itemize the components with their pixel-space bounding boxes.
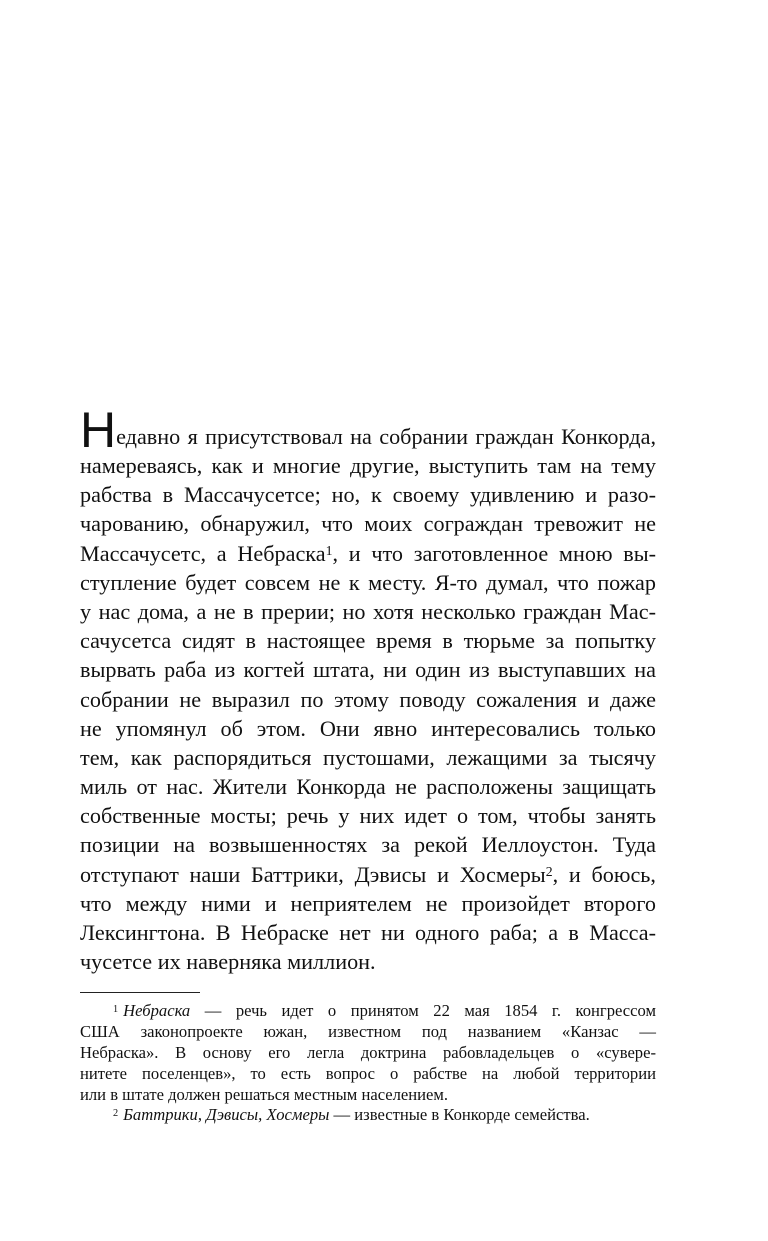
- footnote-ref-1[interactable]: 1: [325, 542, 333, 558]
- text-segment: — известные в Конкорде семейства.: [329, 1105, 590, 1125]
- text-line: Лексингтона. В Небраске нет ни одного раба; а в Масса-: [80, 920, 656, 945]
- drop-cap: Н: [80, 402, 116, 458]
- text-line: собрании не выразил по этому поводу сожаления и даже: [80, 686, 656, 712]
- text-line: миль от нас. Жители Конкорда не расположены защищать: [80, 774, 656, 800]
- footnote-1-line: Небраска». В основу его легла доктрина рабовладельцев о «сувере-: [80, 1042, 656, 1062]
- text-line: [80, 539, 656, 568]
- text-segment: отступают наши Баттрики, Дэвисы и Хосмеры: [80, 861, 546, 887]
- text-line: ступление будет совсем не к месту. Я-то думал, что пожар: [80, 569, 656, 595]
- footnote-ref-2[interactable]: 2: [545, 863, 553, 879]
- footnote-1-line: нитете поселенцев», то есть вопрос о рабстве на любой территории: [80, 1063, 656, 1083]
- text-line: собственные мосты; речь у них идет о том, чтобы занять: [80, 803, 656, 829]
- page-content: [80, 402, 656, 1126]
- text-segment: едавно я присутствовал на собрании граждан Конкорда,: [116, 424, 656, 449]
- text-line: [80, 860, 656, 889]
- text-segment: Массачусетс, а Небраска: [80, 540, 326, 566]
- text-line: рабства в Массачусетсе; но, к своему удивлению и разо-: [80, 482, 656, 508]
- text-line: намереваясь, как и многие другие, выступить там на тему: [80, 453, 656, 478]
- text-segment: , и боюсь,: [552, 861, 656, 887]
- main-paragraph: [80, 402, 656, 976]
- text-line: сачусетса сидят в настоящее время в тюрьме за попытку: [80, 628, 656, 654]
- text-segment: , и что заготовленное мною вы-: [332, 540, 656, 566]
- text-line: чарованию, обнаружил, что моих сограждан тревожит не: [80, 511, 656, 537]
- footnote-1-line: США законопроекте южан, известном под названием «Канзас —: [80, 1022, 656, 1042]
- text-line: чусетсе их наверняка миллион.: [80, 949, 376, 975]
- text-line: не упомянул об этом. Они явно интересовались только: [80, 715, 656, 741]
- text-line: что между ними и неприятелем не произойдет второго: [80, 890, 656, 916]
- footnote-term: Баттрики, Дэвисы, Хосмеры: [123, 1105, 330, 1125]
- footnote-number: 2: [113, 1107, 119, 1119]
- footnote-2-line: [80, 1105, 656, 1126]
- footnotes: [80, 1001, 656, 1126]
- text-line: позиции на возвышенностях за рекой Иеллоустон. Туда: [80, 832, 656, 858]
- footnote-term: Небраска: [123, 1001, 191, 1021]
- footnote-number: 1: [113, 1003, 119, 1015]
- text-line: тем, как распорядиться пустошами, лежащими за тысячу: [80, 744, 656, 770]
- text-segment: — речь идет о принятом 22 мая 1854 г. конгрессом: [190, 1001, 656, 1021]
- text-line: [80, 402, 656, 458]
- text-line: вырвать раба из когтей штата, ни один из выступавших на: [80, 657, 656, 683]
- footnote-1-line: [80, 1001, 656, 1022]
- footnote-1-line: или в штате должен решаться местным населением.: [80, 1084, 449, 1104]
- footnote-divider: [80, 992, 200, 993]
- text-line: у нас дома, а не в прерии; но хотя несколько граждан Мас-: [80, 598, 656, 624]
